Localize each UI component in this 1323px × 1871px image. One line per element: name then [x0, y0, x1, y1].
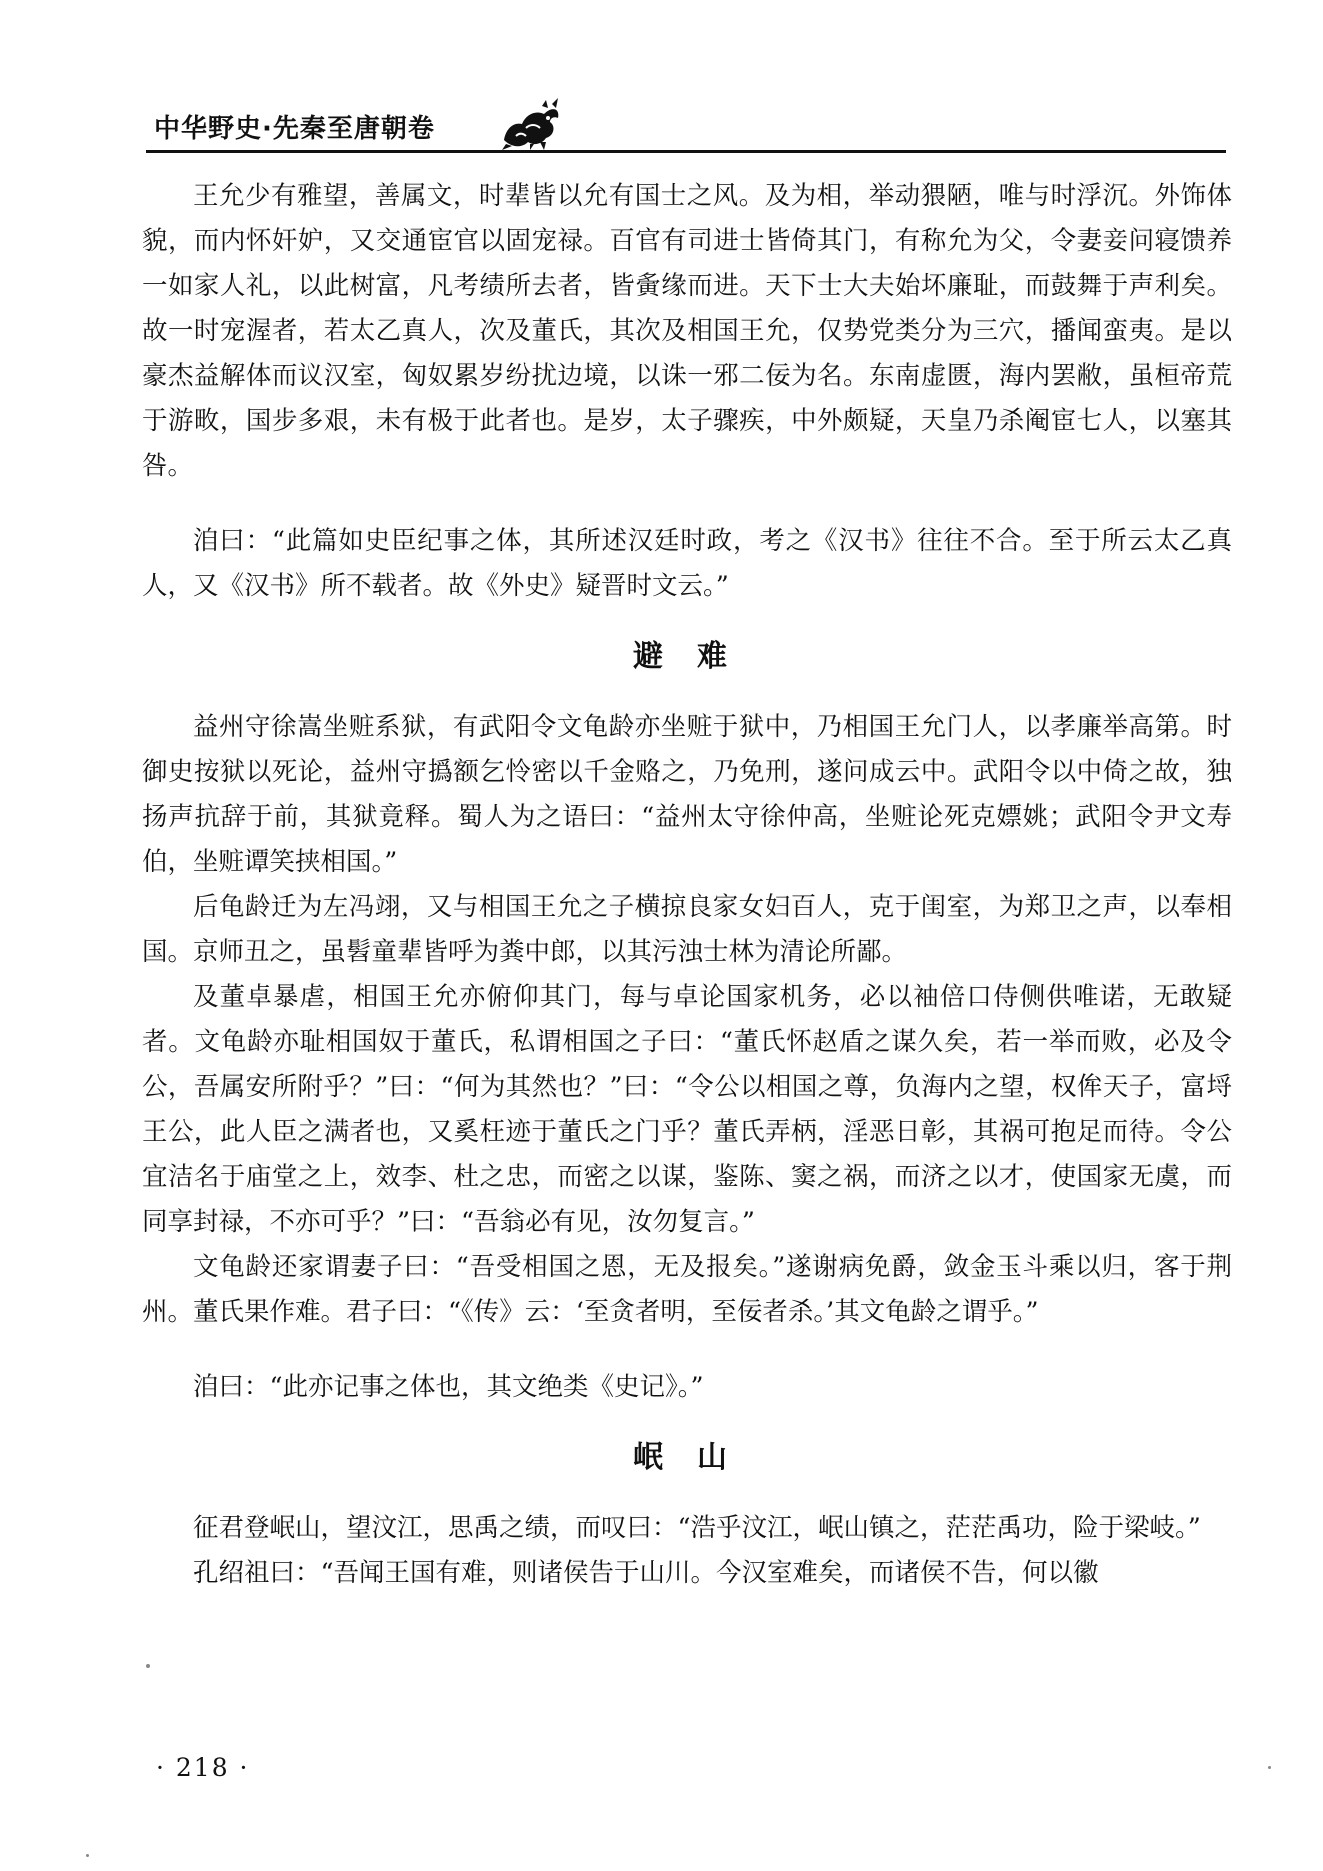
- section-title: 岷山: [633, 1440, 761, 1475]
- paragraph: 王允少有雅望，善属文，时辈皆以允有国士之风。及为相，举动猥陋，唯与时浮沉。外饰体貌，而内怀奸妒，又交通宦官以固宠禄。百官有司进士皆倚其门，有称允为父，令妻妾问寝馈养一如家人礼，以此树富，凡考绩所去者，皆夤缘而进。天下士大夫始坏廉耻，而鼓舞于声利矣。故一时宠渥者，若太乙真人，次及董氏，其次及相国王允，仅势党类分为三穴，播闻蛮夷。是以豪杰益解体而议汉室，匈奴累岁纷扰边境，以诛一邪二佞为名。东南虚匮，海内罢敝，虽桓帝荒于游畋，国步多艰，未有极于此者也。是岁，太子骤疾，中外颇疑，天皇乃杀阉宦七人，以塞其咎。: [142, 181, 1232, 481]
- paragraph: 征君登岷山，望汶江，思禹之绩，而叹曰：“浩乎汶江，岷山镇之，茫茫禹功，险于梁岐。”: [193, 1513, 1201, 1543]
- section-title: 避难: [633, 639, 761, 674]
- paragraph: 文龟龄还家谓妻子曰：“吾受相国之恩，无及报矣。”遂谢病免爵，敛金玉斗乘以归，客于荆州。董氏果作难。君子曰：“《传》云：‘至贪者明，至佞者杀。’其文龟龄之谓乎。”: [142, 1252, 1232, 1327]
- paragraph: 益州守徐嵩坐赃系狱，有武阳令文龟龄亦坐赃于狱中，乃相国王允门人，以孝廉举高第。时御史按狱以死论，益州守撝额乞怜密以千金赂之，乃免刑，遂问成云中。武阳令以中倚之故，独扬声抗辞于前，其狱竟释。蜀人为之语曰：“益州太守徐仲高，坐赃论死克嫖姚；武阳令尹文寿伯，坐赃谭笑挟相国。”: [142, 712, 1232, 877]
- paragraph: 孔绍祖曰：“吾闻王国有难，则诸侯告于山川。今汉室难矣，而诸侯不告，何以徽: [193, 1558, 1099, 1588]
- dragon-emblem-icon: [496, 92, 566, 152]
- scan-speck: [86, 1854, 89, 1857]
- book-title: 中华野史·先秦至唐朝卷: [154, 114, 435, 144]
- paragraph: 后龟龄迁为左冯翊，又与相国王允之子横掠良家女妇百人，克于闺室，为郑卫之声，以奉相国。京师丑之，虽髫童辈皆呼为粪中郎，以其污浊士林为清论所鄙。: [142, 892, 1232, 967]
- page-number: · 218 ·: [156, 1753, 250, 1782]
- commentary-note: 洎曰：“此篇如史臣纪事之体，其所述汉廷时政，考之《汉书》往往不合。至于所云太乙真人，又《汉书》所不载者。故《外史》疑晋时文云。”: [142, 526, 1232, 601]
- running-header: [146, 92, 1226, 152]
- scan-speck: [1268, 1766, 1271, 1769]
- header-rule: [146, 150, 1226, 153]
- commentary-note: 洎曰：“此亦记事之体也，其文绝类《史记》。”: [193, 1372, 704, 1402]
- paragraph: 及董卓暴虐，相国王允亦俯仰其门，每与卓论国家机务，必以袖倍口侍侧供唯诺，无敢疑者。文龟龄亦耻相国奴于董氏，私谓相国之子曰：“董氏怀赵盾之谋久矣，若一举而败，必及令公，吾属安所附乎？”曰：“何为其然也？”曰：“令公以相国之尊，负海内之望，权侔天子，富埒王公，此人臣之满者也，又奚枉迹于董氏之门乎？董氏弄柄，淫恶日彰，其祸可抱足而待。令公宜洁名于庙堂之上，效李、杜之忠，而密之以谋，鉴陈、窦之祸，而济之以才，使国家无虞，而同享封禄，不亦可乎？”曰：“吾翁必有见，汝勿复言。”: [142, 982, 1232, 1237]
- page-body: [142, 174, 1232, 1596]
- scan-speck: [146, 1664, 150, 1668]
